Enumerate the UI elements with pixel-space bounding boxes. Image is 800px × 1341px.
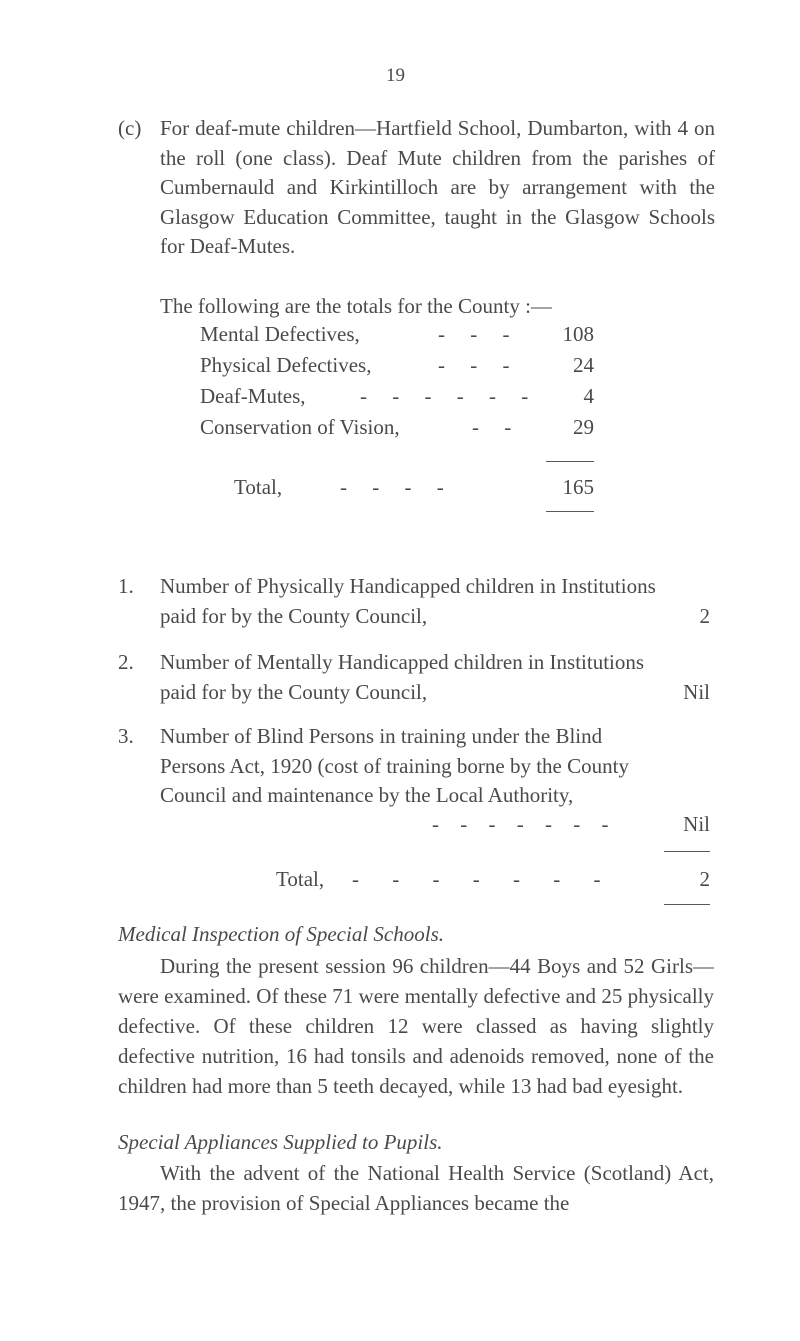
row-dashes: - - - — [438, 322, 520, 346]
special-appliances-paragraph: With the advent of the National Health Service (Scotland) Act, 1947, the provision of Special Appliances became the — [118, 1161, 714, 1215]
item-1-value: 2 — [699, 604, 710, 628]
row-label: Physical Defectives, — [200, 353, 372, 377]
item-1-text: Number of Physically Handicapped children in Institutions paid for by the County Council, — [160, 574, 656, 628]
items-rule-bottom — [664, 904, 710, 905]
totals-row-vision — [200, 413, 600, 441]
row-value: 108 — [562, 322, 594, 346]
item-2-number: 2. — [118, 650, 134, 674]
medical-inspection-paragraph: During the present session 96 children—44 Boys and 52 Girls—were examined. Of these 71 were mentally defective and 25 physically defective. Of these children 12 were classed as having slightly defective nutrition, 16 had tonsils and adenoids removed, none of the children had more than 5 teeth decayed, while 13 had bad eyesight. — [118, 954, 714, 1098]
items-total-value: 2 — [699, 867, 710, 891]
row-dashes: - - — [472, 415, 522, 439]
special-appliances-heading: Special Appliances Supplied to Pupils. — [118, 1130, 443, 1154]
page-number: 19 — [386, 65, 405, 86]
row-value: 165 — [562, 475, 594, 499]
row-label: Total, — [234, 475, 283, 499]
items-total-label: Total, — [276, 867, 325, 891]
intro-label: (c) — [118, 116, 142, 140]
row-dashes: - - - - — [340, 475, 454, 499]
row-label: Conservation of Vision, — [200, 415, 400, 439]
items-total-dashes: - - - - - - - — [352, 867, 615, 891]
item-3-text: Number of Blind Persons in training under the Blind Persons Act, 1920 (cost of training borne by the County Council and maintenance by the Local Authority, — [160, 724, 629, 807]
row-value: 29 — [573, 415, 594, 439]
item-1-number: 1. — [118, 574, 134, 598]
totals-row-mental — [200, 320, 600, 348]
row-label: Deaf-Mutes, — [200, 384, 306, 408]
intro-paragraph: For deaf-mute children—Hartfield School, Dumbarton, with 4 on the roll (one class). Deaf Mute children from the parishes of Cumbernauld and Kirkintilloch are by arrangement with the Glasgow Education Committee, taught in the Glasgow Schools for Deaf-Mutes. — [160, 116, 715, 258]
row-label: Mental Defectives, — [200, 322, 360, 346]
county-totals-heading: The following are the totals for the County :— — [160, 294, 552, 318]
totals-rule-top — [546, 461, 594, 462]
item-3-number: 3. — [118, 724, 134, 748]
totals-row-physical — [200, 351, 600, 379]
totals-row-total — [234, 473, 600, 501]
totals-row-deafmutes — [200, 382, 600, 410]
row-dashes: - - - - - - — [360, 384, 539, 408]
item-2-value: Nil — [683, 680, 710, 704]
item-3-dashes: - - - - - - - — [432, 812, 617, 836]
items-rule-top — [664, 851, 710, 852]
item-2-text: Number of Mentally Handicapped children in Institutions paid for by the County Council, — [160, 650, 645, 704]
item-3-value: Nil — [683, 812, 710, 836]
row-dashes: - - - — [438, 353, 520, 377]
row-value: 4 — [583, 384, 594, 408]
medical-inspection-heading: Medical Inspection of Special Schools. — [118, 922, 445, 946]
row-value: 24 — [573, 353, 594, 377]
totals-rule-bottom — [546, 511, 594, 512]
